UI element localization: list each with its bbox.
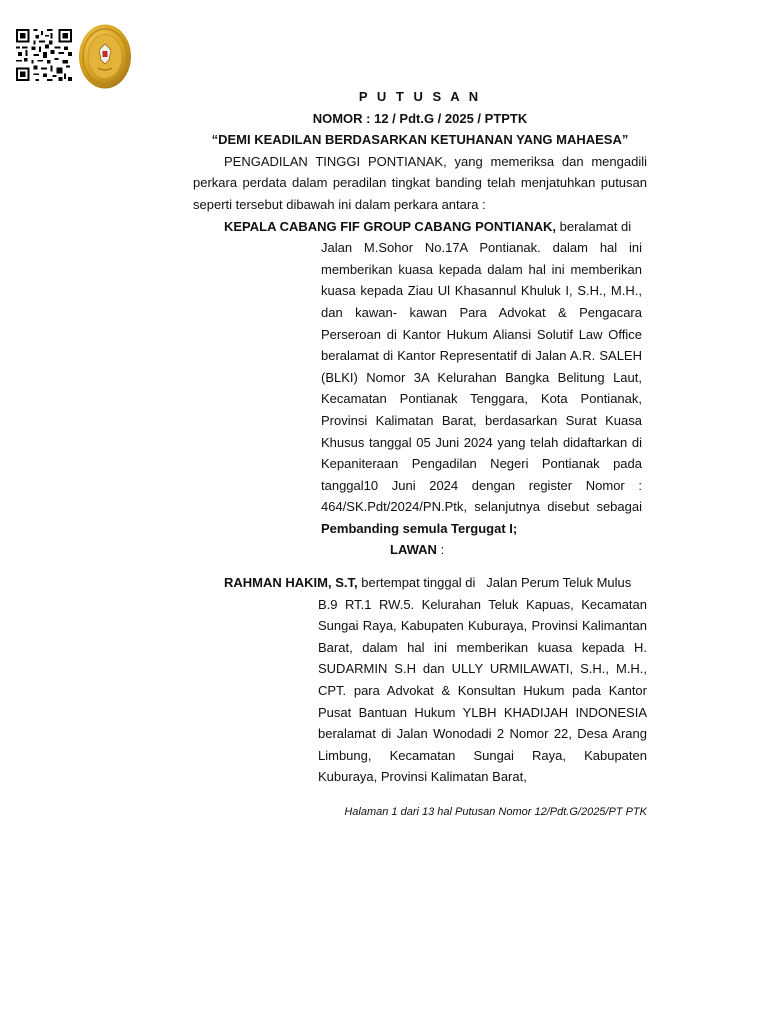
lawan-line bbox=[390, 539, 647, 561]
party-2-name: RAHMAN HAKIM, S.T, bbox=[224, 575, 358, 591]
intro-paragraph: PENGADILAN TINGGI PONTIANAK, yang memeriksa dan mengadili perkara perdata dalam peradilan tingkat banding telah menjatuhkan putusan seperti tersebut dibawah ini dalam perkara antara : bbox=[193, 153, 647, 212]
party-2-details: B.9 RT.1 RW.5. Kelurahan Teluk Kapuas, Kecamatan Sungai Raya, Kabupaten Kuburaya, Provinsi Kalimantan Barat, dalam hal ini memberikan kuasa kepada H. SUDARMIN S.H dan ULLY URMILAWATI, S.H., M.H., CPT. para Advokat & Konsultan Hukum pada Kantor Pusat Bantuan Hukum YLBH KHADIJAH INDONESIA beralamat di Jalan Wonodadi 2 Nomor 22, Desa Arang Limbung, Kecamatan Sungai Raya, Kabupaten Kuburaya, Provinsi Kalimatan Barat, bbox=[318, 596, 647, 785]
party-1-body: Jalan M.Sohor No.17A Pontianak. dalam hal ini memberikan kuasa kepada dalam hal ini memberikan kuasa kepada Ziau Ul Khasannul Khuluk I, S.H., M.H., dan kawan- kawan Para Advokat & Pengacara Perseroan di Kantor Hukum Aliansi Solutif Law Office beralamat di Kantor Representatif di Jalan A.R. SALEH (BLKI) Nomor 3A Kelurahan Bangka Belitung Laut, Kecamatan Pontianak Tenggara, Kota Pontianak, Provinsi Kalimatan Barat, berdasarkan Surat Kuasa Khusus tanggal 05 Juni 2024 yang telah didaftarkan di Kepaniteraan Pengadilan Negeri Pontianak pada tanggal10 Juni 2024 dengan register Nomor : 464/SK.Pdt/2024/PN.Ptk, selanjutnya disebut sebagai bbox=[321, 240, 642, 515]
page-footer: Halaman 1 dari 13 hal Putusan Nomor 12/Pdt.G/2025/PT PTK bbox=[344, 806, 647, 818]
party-2-lead: bertempat tinggal di Jalan Perum Teluk Mulus bbox=[361, 575, 632, 591]
case-number: NOMOR : 12 / Pdt.G / 2025 / PTPTK bbox=[312, 110, 528, 126]
party-1-lead: beralamat di bbox=[559, 218, 632, 234]
lawan-label: LAWAN bbox=[390, 542, 437, 558]
irah-irah: “DEMI KEADILAN BERDASARKAN KETUHANAN YANG MAHAESA” bbox=[211, 132, 629, 148]
party-1-role: Pembanding semula Tergugat I; bbox=[321, 520, 518, 536]
document-title: P U T U S A N bbox=[358, 89, 482, 104]
qr-code-icon bbox=[16, 29, 72, 81]
party-1-details bbox=[321, 237, 642, 539]
party-1-name: KEPALA CABANG FIF GROUP CABANG PONTIANAK, bbox=[224, 218, 556, 234]
party-2-line bbox=[193, 572, 647, 594]
document-body bbox=[193, 86, 647, 788]
lawan-colon: : bbox=[436, 542, 445, 558]
mahkamah-agung-seal-icon bbox=[78, 24, 132, 89]
party-1-line bbox=[193, 216, 647, 238]
